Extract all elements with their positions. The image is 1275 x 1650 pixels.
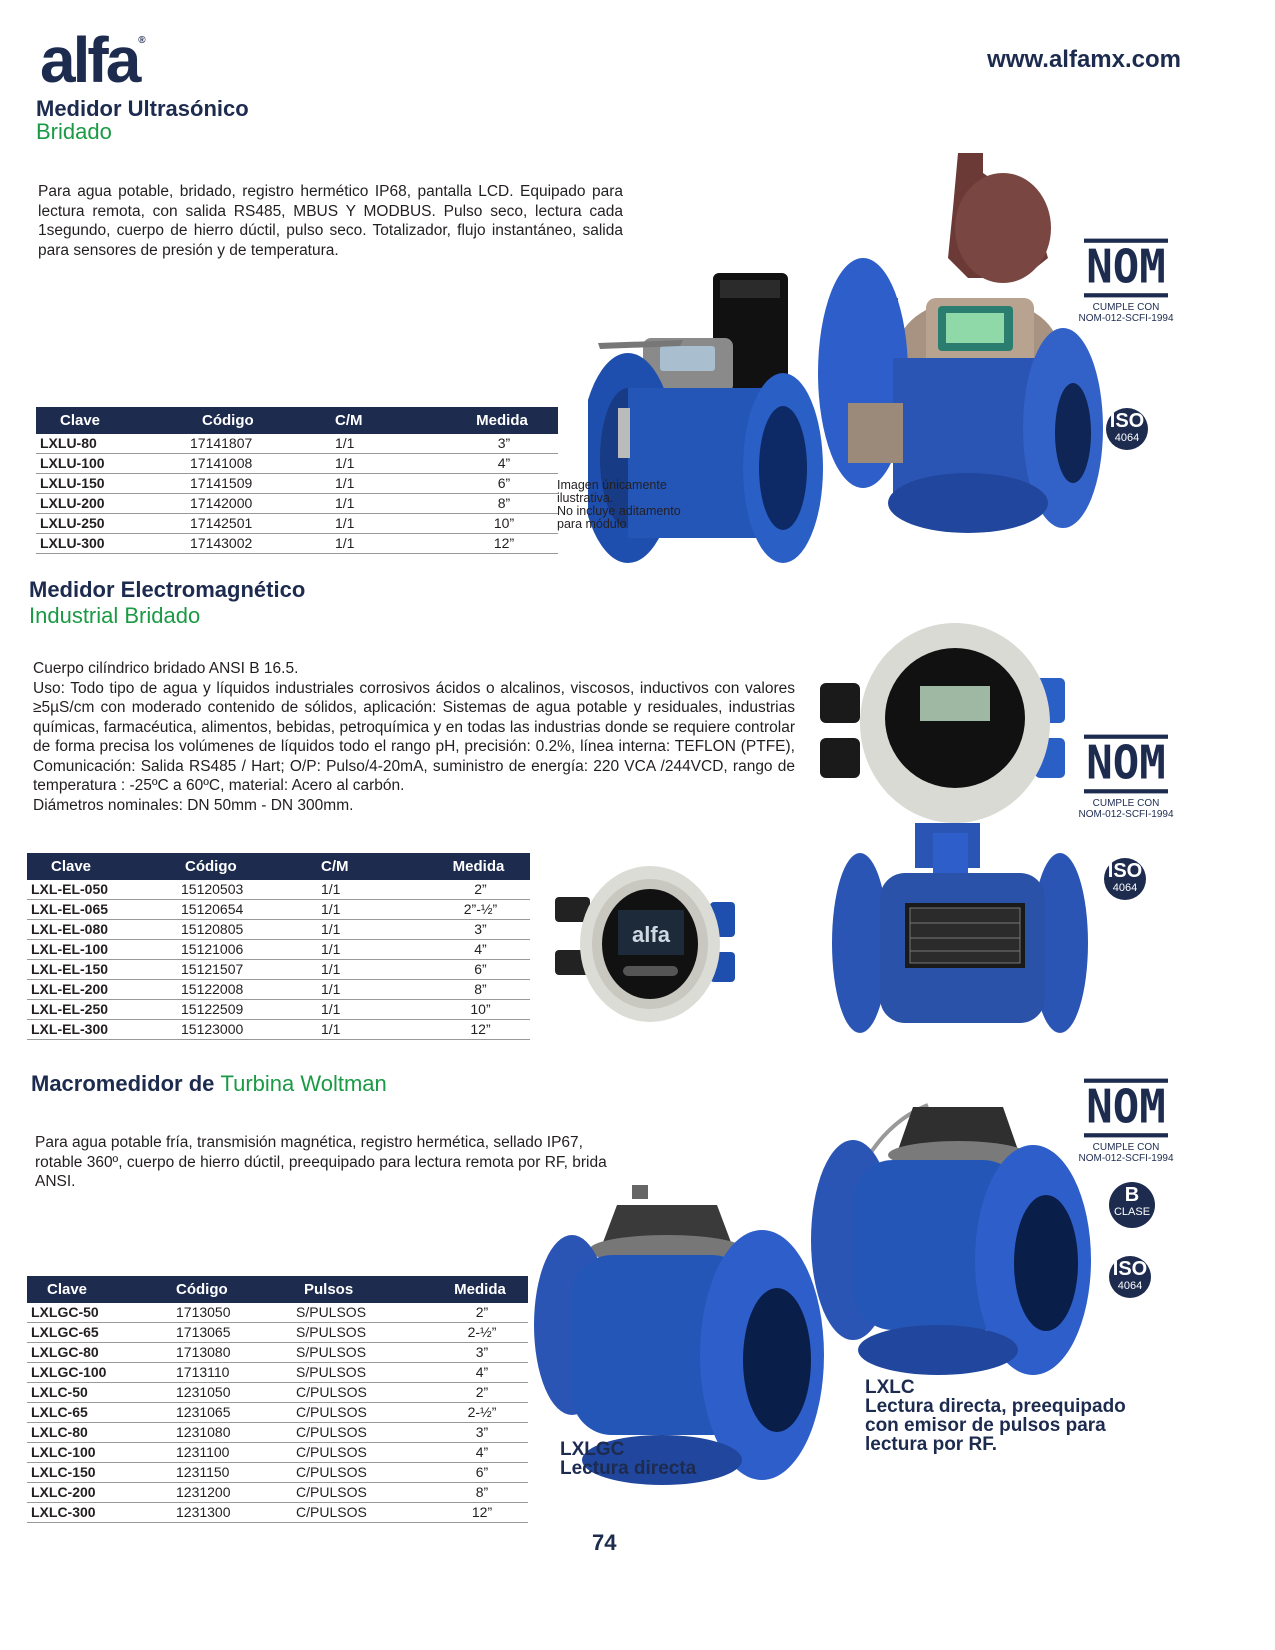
nom-standard: NOM-012-SCFI-1994 [1078, 809, 1174, 820]
row-medida: 12” [446, 534, 558, 554]
col-clave: Clave [27, 853, 177, 880]
row-value: C/PULSOS [292, 1483, 432, 1503]
row-clave: LXL-EL-250 [27, 1000, 177, 1020]
model-description: lectura por RF. [865, 1434, 997, 1455]
row-value: C/PULSOS [292, 1503, 432, 1523]
section-description: Para agua potable, bridado, registro hermético IP68, pantalla LCD. Equipado para lectura remota, con salida RS485, MBUS Y MODBUS. Pulso seco, lectura cada 1segundo, cuerpo de hierro dúctil, pulso seco. Totalizador, flujo instantáneo, salida para sensores de presión y de temperatura. [38, 183, 623, 259]
table-row [27, 1383, 528, 1403]
row-value: C/PULSOS [292, 1463, 432, 1483]
caption-line: para módulo [557, 517, 627, 531]
row-clave: LXLGC-80 [27, 1343, 172, 1363]
row-codigo: 15120503 [177, 880, 317, 900]
row-clave: LXL-EL-300 [27, 1020, 177, 1040]
row-codigo: 15121006 [177, 940, 317, 960]
iso-label: ISO [1112, 1258, 1148, 1280]
row-value: 1/1 [317, 1020, 427, 1040]
section-description: Para agua potable fría, transmisión magnética, registro hermética, sellado IP67, rotable 360º, cuerpo de hierro dúctil, preequipado para lectura remota por RF, brida ANSI. [35, 1134, 607, 1190]
row-clave: LXLC-200 [27, 1483, 172, 1503]
table-row [27, 980, 530, 1000]
row-clave: LXLU-80 [36, 434, 186, 454]
row-medida: 4” [432, 1443, 528, 1463]
row-clave: LXLU-300 [36, 534, 186, 554]
lxlc-label [865, 1378, 1126, 1454]
row-medida: 12” [432, 1503, 528, 1523]
row-medida: 3” [432, 1343, 528, 1363]
row-medida: 8” [427, 980, 530, 1000]
row-clave: LXLGC-50 [27, 1303, 172, 1323]
row-medida: 2-½” [432, 1323, 528, 1343]
caption-line: Imagen únicamente [557, 478, 667, 492]
row-value: C/PULSOS [292, 1423, 432, 1443]
nom-standard: NOM-012-SCFI-1994 [1078, 313, 1174, 324]
row-value: 1/1 [317, 900, 427, 920]
col-medida: Medida [432, 1276, 528, 1303]
row-codigo: 17141807 [186, 434, 331, 454]
table-row [27, 1323, 528, 1343]
row-medida: 2” [432, 1383, 528, 1403]
col-cm: C/M [317, 853, 427, 880]
row-value: 1/1 [317, 980, 427, 1000]
row-codigo: 17141509 [186, 474, 331, 494]
description-line: Diámetros nominales: DN 50mm - DN 300mm. [33, 796, 354, 814]
electromagnetic-meter-image [815, 618, 1095, 1048]
table-row [27, 1463, 528, 1483]
iso-badge [1104, 858, 1146, 900]
table-row [27, 1020, 530, 1040]
nom-caption: CUMPLE CON [1092, 1142, 1160, 1153]
row-value: 1/1 [331, 474, 446, 494]
table-header-row [27, 1276, 528, 1303]
section-subtitle: Bridado [36, 119, 112, 145]
row-codigo: 1713065 [172, 1323, 292, 1343]
table-row [27, 1000, 530, 1020]
model-name: LXLC [865, 1377, 915, 1398]
row-codigo: 1231300 [172, 1503, 292, 1523]
table-row [27, 1343, 528, 1363]
section-description [33, 659, 795, 815]
row-value: S/PULSOS [292, 1323, 432, 1343]
table-row [36, 434, 558, 454]
row-codigo: 15123000 [177, 1020, 317, 1040]
nom-logo: NOM [1084, 1079, 1167, 1138]
table-row [36, 534, 558, 554]
iso-number: 4064 [1114, 432, 1140, 444]
nom-logo: NOM [1084, 239, 1167, 298]
row-medida: 8” [432, 1483, 528, 1503]
caption-line: ilustrativa. [557, 491, 614, 505]
row-value: C/PULSOS [292, 1443, 432, 1463]
row-clave: LXL-EL-200 [27, 980, 177, 1000]
row-medida: 2”-½” [427, 900, 530, 920]
nom-logo: NOM [1084, 735, 1167, 794]
row-value: C/PULSOS [292, 1383, 432, 1403]
row-medida: 4” [446, 454, 558, 474]
table-row [36, 474, 558, 494]
table-row [27, 960, 530, 980]
row-clave: LXLC-100 [27, 1443, 172, 1463]
iso-badge [1109, 1256, 1151, 1298]
row-medida: 6” [432, 1463, 528, 1483]
col-codigo: Código [177, 853, 317, 880]
row-medida: 6” [446, 474, 558, 494]
section-title: Medidor Electromagnético [29, 577, 306, 602]
row-medida: 10” [427, 1000, 530, 1020]
iso-number: 4064 [1112, 882, 1138, 894]
row-codigo: 1231050 [172, 1383, 292, 1403]
section-subtitle: Turbina Woltman [220, 1071, 387, 1096]
row-clave: LXLU-150 [36, 474, 186, 494]
row-codigo: 1713050 [172, 1303, 292, 1323]
row-clave: LXLU-250 [36, 514, 186, 534]
model-name: LXLGC [560, 1439, 625, 1460]
nom-certification-badge [1074, 1080, 1178, 1164]
row-codigo: 17142000 [186, 494, 331, 514]
nom-certification-badge [1074, 240, 1178, 324]
row-codigo: 1231100 [172, 1443, 292, 1463]
row-value: C/PULSOS [292, 1403, 432, 1423]
row-clave: LXL-EL-065 [27, 900, 177, 920]
row-value: 1/1 [317, 880, 427, 900]
ultrasonic-spec-table [36, 407, 558, 554]
row-codigo: 1231065 [172, 1403, 292, 1423]
row-clave: LXLC-65 [27, 1403, 172, 1423]
row-codigo: 15122008 [177, 980, 317, 1000]
table-row [27, 1443, 528, 1463]
row-medida: 6” [427, 960, 530, 980]
row-medida: 3” [432, 1423, 528, 1443]
clase-letter: B [1124, 1184, 1140, 1206]
row-clave: LXLU-200 [36, 494, 186, 514]
model-description: Lectura directa, preequipado [865, 1396, 1126, 1417]
section-title: Macromedidor de [31, 1071, 221, 1096]
row-codigo: 1713110 [172, 1363, 292, 1383]
row-value: 1/1 [331, 434, 446, 454]
table-header-row [36, 407, 558, 434]
electromagnetic-spec-table [27, 853, 530, 1040]
table-row [27, 1503, 528, 1523]
row-codigo: 1231200 [172, 1483, 292, 1503]
row-clave: LXLC-150 [27, 1463, 172, 1483]
row-value: 1/1 [317, 940, 427, 960]
table-row [36, 454, 558, 474]
table-row [27, 880, 530, 900]
section-title: Medidor Ultrasónico [36, 96, 249, 121]
model-description: Lectura directa [560, 1458, 697, 1479]
row-codigo: 15120654 [177, 900, 317, 920]
row-value: 1/1 [331, 454, 446, 474]
description-line: Uso: Todo tipo de agua y líquidos industriales corrosivos ácidos o alcalinos, viscosos, inductivos con valores ≥5µS/cm con moderado contenido de sólidos, aplicación: Sistemas de agua potable y residuales, industrias químicas, farmacéutica, alimentos, bebidas, petroquímica y en todas las industrias donde se requiere controlar de forma precisa los volúmenes de líquidos todo el rango pH, precisión: 0.2%, línea interna: TEFLON (PTFE), Comunicación: Salida RS485 / Hart; O/P: Pulso/4-20mA, suministro de energía: 220 VCA /244VCD, rango de temperatura : -25ºC a 60ºC, material: Acero al carbón. [33, 679, 795, 794]
section-electromagnetic-heading [29, 578, 305, 627]
row-clave: LXL-EL-150 [27, 960, 177, 980]
row-medida: 10” [446, 514, 558, 534]
table-row [27, 920, 530, 940]
table-row [27, 1303, 528, 1323]
row-value: 1/1 [331, 494, 446, 514]
nom-caption: CUMPLE CON [1092, 798, 1160, 809]
iso-badge [1106, 408, 1148, 450]
row-clave: LXLGC-65 [27, 1323, 172, 1343]
row-clave: LXL-EL-080 [27, 920, 177, 940]
nom-caption: CUMPLE CON [1092, 302, 1160, 313]
table-row [27, 1483, 528, 1503]
description-line: Cuerpo cilíndrico bridado ANSI B 16.5. [33, 660, 299, 677]
section-woltman-heading [31, 1072, 387, 1095]
row-clave: LXLC-50 [27, 1383, 172, 1403]
row-codigo: 17142501 [186, 514, 331, 534]
row-medida: 3” [427, 920, 530, 940]
col-clave: Clave [36, 407, 186, 434]
clase-badge [1109, 1182, 1155, 1228]
iso-label: ISO [1109, 410, 1145, 432]
col-medida: Medida [446, 407, 558, 434]
table-row [36, 514, 558, 534]
row-value: 1/1 [317, 960, 427, 980]
row-medida: 4” [432, 1363, 528, 1383]
image-disclaimer [557, 479, 681, 531]
nom-standard: NOM-012-SCFI-1994 [1078, 1153, 1174, 1164]
lxlgc-label [560, 1440, 696, 1478]
woltman-spec-table [27, 1276, 528, 1523]
row-value: 1/1 [317, 920, 427, 940]
woltman-lxlc-image [808, 1095, 1098, 1385]
col-clave: Clave [27, 1276, 172, 1303]
col-cm: C/M [331, 407, 446, 434]
row-codigo: 1713080 [172, 1343, 292, 1363]
iso-label: ISO [1107, 860, 1143, 882]
row-codigo: 1231080 [172, 1423, 292, 1443]
clase-label: CLASE [1113, 1206, 1151, 1218]
row-clave: LXLC-80 [27, 1423, 172, 1443]
table-header-row [27, 853, 530, 880]
alfa-logo: alfa® [40, 24, 146, 96]
row-medida: 3” [446, 434, 558, 454]
row-medida: 2-½” [432, 1403, 528, 1423]
row-medida: 8” [446, 494, 558, 514]
row-medida: 12” [427, 1020, 530, 1040]
row-codigo: 15122509 [177, 1000, 317, 1020]
transmitter-display-logo: alfa [632, 922, 670, 947]
nom-certification-badge [1074, 736, 1178, 820]
row-value: S/PULSOS [292, 1363, 432, 1383]
page-number: 74 [592, 1530, 617, 1555]
table-row [27, 1423, 528, 1443]
row-clave: LXL-EL-100 [27, 940, 177, 960]
row-medida: 2” [427, 880, 530, 900]
table-row [27, 900, 530, 920]
col-pulsos: Pulsos [292, 1276, 432, 1303]
model-description: con emisor de pulsos para [865, 1415, 1106, 1436]
row-value: S/PULSOS [292, 1343, 432, 1363]
row-value: 1/1 [317, 1000, 427, 1020]
iso-number: 4064 [1117, 1280, 1143, 1292]
row-medida: 2” [432, 1303, 528, 1323]
table-row [27, 1403, 528, 1423]
ultrasonic-meter-large-image [808, 148, 1108, 568]
website-url[interactable]: www.alfamx.com [987, 46, 1181, 73]
section-ultrasonic-heading [36, 97, 249, 143]
section-subtitle: Industrial Bridado [29, 603, 201, 629]
table-row [27, 1363, 528, 1383]
transmitter-front-image [555, 862, 740, 1032]
caption-line: No incluye aditamento [557, 504, 681, 518]
row-clave: LXLU-100 [36, 454, 186, 474]
row-value: S/PULSOS [292, 1303, 432, 1323]
table-row [36, 494, 558, 514]
row-value: 1/1 [331, 514, 446, 534]
row-codigo: 17141008 [186, 454, 331, 474]
row-codigo: 17143002 [186, 534, 331, 554]
row-clave: LXLC-300 [27, 1503, 172, 1523]
row-codigo: 1231150 [172, 1463, 292, 1483]
row-codigo: 15121507 [177, 960, 317, 980]
row-clave: LXL-EL-050 [27, 880, 177, 900]
row-medida: 4” [427, 940, 530, 960]
row-codigo: 15120805 [177, 920, 317, 940]
table-row [27, 940, 530, 960]
row-value: 1/1 [331, 534, 446, 554]
col-codigo: Código [172, 1276, 292, 1303]
col-codigo: Código [186, 407, 331, 434]
row-clave: LXLGC-100 [27, 1363, 172, 1383]
col-medida: Medida [427, 853, 530, 880]
